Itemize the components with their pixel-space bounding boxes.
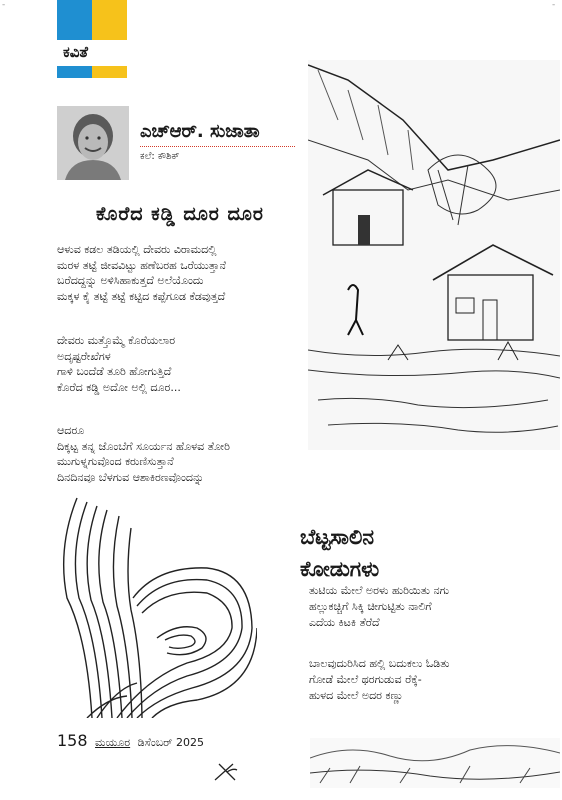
poem-stanza (57, 242, 226, 304)
crop-mark: - (552, 0, 556, 10)
poem-line: ಮುಗುಳ್ನಗುವೊಂದ ಕರುಣಿಸುತ್ತಾನೆ (57, 455, 174, 469)
artist-signature (213, 760, 239, 782)
line-art-hill-illustration (57, 488, 257, 718)
page-footer (57, 731, 204, 750)
poem-title-line: ಬೆಟ್ಟಸಾಲಿನ (300, 525, 375, 549)
poem-title-line: ಕೋಡುಗಳು (300, 557, 380, 581)
section-logo (57, 0, 127, 78)
poem-line: ದಿಕ್ಕಟ್ಟ ತನ್ನ ಜೊಂಬೆಗೆ ಸೂರ್ಯನ ಹೊಳವ ತೋರಿ (57, 439, 230, 453)
poem-stanza (309, 656, 450, 704)
poem-line: ಕೊರೆದ ಕಡ್ಡಿ ಅದೋ ಅಲ್ಲಿ ದೂರ... (57, 380, 181, 394)
crop-mark: - (2, 0, 6, 10)
page-number: 158 (57, 731, 88, 750)
poem-title: ಕೊರೆದ ಕಡ್ಡಿ ದೂರ ದೂರ (96, 203, 264, 225)
author-photo (57, 106, 129, 180)
poem-line: ಆಳುವ ಕಡಲ ತಡಿಯಲ್ಲಿ ದೇವರು ವಿರಾಮದಲ್ಲಿ (57, 243, 217, 256)
section-label: ಕವಿತೆ (57, 40, 127, 64)
poem-line: ಮರಳ ತಟ್ಟೆ ಜೀವವಿಟ್ಟು ಹಣೆಬರಹ ಒರೆಯುತ್ತಾನೆ (57, 258, 226, 272)
poem-line: ಗಾಳಿ ಬಂದೆಡೆ ತೂರಿ ಹೋಗುತ್ತಿದೆ (57, 365, 172, 379)
magazine-name: ಮಯೂರ (95, 736, 131, 749)
poem-line: ಅದೃಷ್ಟರೇಖೆಗಳ (57, 349, 111, 363)
logo-yellow-block (92, 0, 127, 40)
village-sketch-illustration (308, 60, 560, 450)
poem-line: ಹುಳದ ಮೇಲೆ ಅದರ ಕಣ್ಣು (309, 689, 404, 702)
poem-line: ತುಟಿಯ ಮೇಲೆ ಅರಳು ಹುರಿಯಿತು ನಗು (309, 584, 450, 597)
poem-stanza (309, 583, 449, 631)
poem-line: ದಿನದಿನವೂ ಬೆಳಗುವ ಆಶಾಕಿರಣವೊಂದನ್ನು (57, 470, 205, 484)
author-divider (140, 146, 295, 147)
poem-line: ಗೋಡೆ ಮೇಲೆ ಥರಗುಡುವ ರೆಕ್ಕೆ- (309, 673, 422, 686)
art-credit: ಕಲೆ: ಕೌಶಿಕ್ (140, 151, 180, 162)
issue-date: ಡಿಸೆಂಬರ್ 2025 (137, 736, 205, 749)
poem-line: ಆದರೂ (57, 424, 85, 437)
logo-bottom-bar (57, 66, 127, 78)
poem-line: ಎದೆಯ ಕಿಟಕಿ ತೆರೆದೆ (309, 616, 380, 629)
landscape-sketch-strip (310, 738, 560, 788)
poem-stanza (57, 423, 230, 485)
logo-blue-block (57, 0, 92, 40)
poem-stanza (57, 333, 181, 395)
poem-line: ಹಲ್ಲುಕಚ್ಚಿಗೆ ಸಿಕ್ಕಿ ಚೀಗುಟ್ಟಿತು ನಾಲಿಗೆ (309, 600, 432, 613)
poem-line: ಬಾಲವುದುರಿಸಿದ ಹಲ್ಲಿ ಬದುಕಲು ಓಡಿತು (309, 657, 450, 670)
poem-title (300, 521, 379, 585)
poem-line: ಮಕ್ಕಳ ಕೈ ತಟ್ಟೆ ತಟ್ಟೆ ಕಟ್ಟಿದ ಕಪ್ಪೆಗೂಡ ಕೆಡವುತ್ತದೆ (57, 289, 226, 303)
poem-line: ಬರೆದದ್ದನ್ನು ಅಳಿಸಿಹಾಕುತ್ತದೆ ಅಲೆಯೊಂದು (57, 274, 204, 288)
author-name: ಎಚ್‌ಆರ್‌. ಸುಜಾತಾ (140, 121, 260, 142)
poem-line: ದೇವರು ಮತ್ತೊಮ್ಮೆ ಕೊರೆಯಲಾರ (57, 334, 176, 347)
